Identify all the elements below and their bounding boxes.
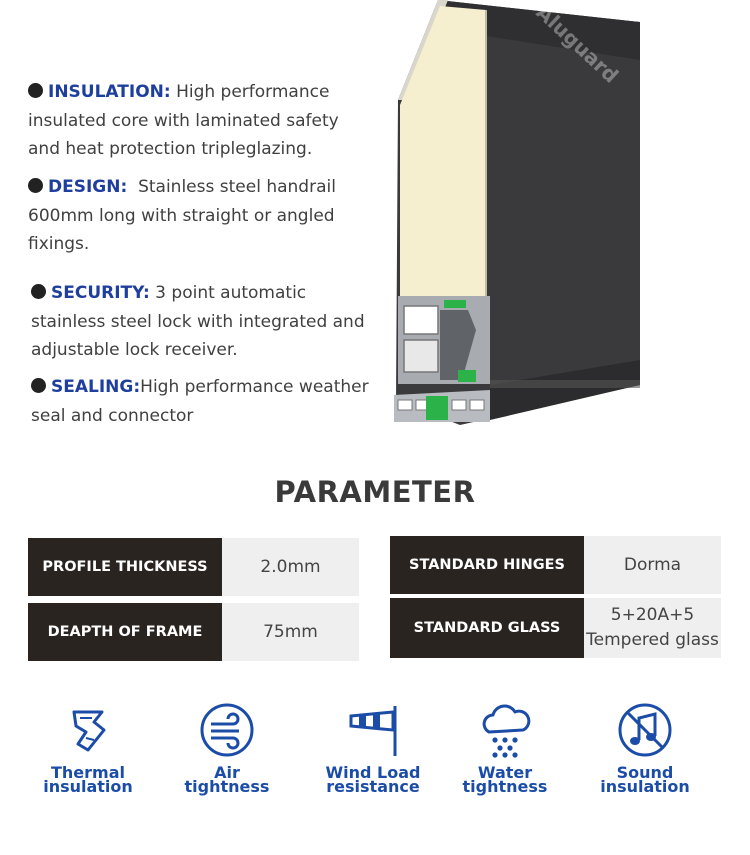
feature-security: SECURITY: 3 point automatic stainless steel lock with integrated and adjustable lock receiver. [31,283,365,360]
param-value: 2.0mm [222,538,359,596]
param-value: 75mm [222,603,359,661]
section-title: PARAMETER [274,475,476,509]
air-icon [197,700,257,760]
param-value-line: Tempered glass [586,630,719,650]
wind-load-icon [343,700,403,760]
param-standard-glass [390,598,721,658]
watermark-text: Aluguard [531,0,624,88]
bullet-icon [28,83,43,98]
param-standard-hinges [390,536,721,594]
icon-label: Thermal insulation [43,763,133,796]
feature-water [430,700,580,794]
param-value: Dorma [584,536,721,594]
thermal-icon [58,700,118,760]
param-value-line: 5+20A+5 [610,605,695,625]
icon-label: Wind Load resistance [325,763,421,796]
icon-label: Air tightness [184,763,270,796]
param-key: STANDARD GLASS [390,598,584,658]
feature-thermal [13,700,163,794]
icon-label: Sound insulation [600,763,690,796]
param-key: DEAPTH OF FRAME [28,603,222,661]
bullet-icon [31,378,46,393]
param-value [584,598,721,658]
feature-air [152,700,302,794]
bullet-icon [28,178,43,193]
param-depth-of-frame [28,603,359,661]
param-profile-thickness [28,538,359,596]
feature-wind-load [298,700,448,794]
sound-icon [615,700,675,760]
feature-sound [570,700,720,794]
water-icon [475,700,535,760]
icon-label: Water tightness [462,763,548,796]
param-key: PROFILE THICKNESS [28,538,222,596]
feature-sealing: SEALING:High performance weather seal and connector [31,377,369,426]
bullet-icon [31,284,46,299]
param-key: STANDARD HINGES [390,536,584,594]
feature-insulation: INSULATION: High performance insulated core with laminated safety and heat protection tripleglazing. [28,82,339,159]
feature-design: DESIGN: Stainless steel handrail 600mm long with straight or angled fixings. [28,177,342,254]
